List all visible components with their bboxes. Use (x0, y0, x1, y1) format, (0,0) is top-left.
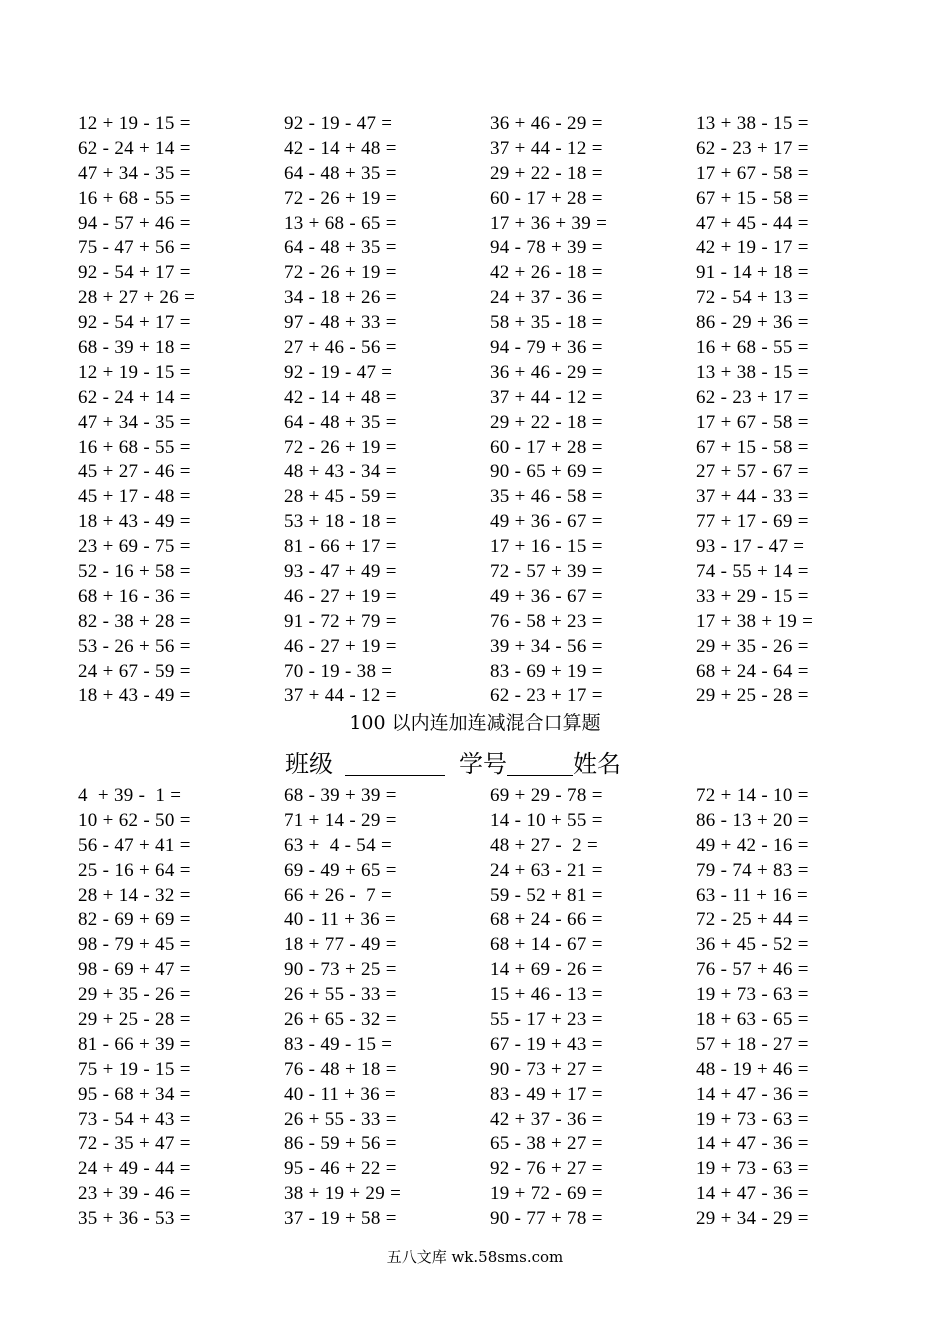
arithmetic-problem: 29 + 22 - 18 = (490, 162, 603, 184)
arithmetic-problem: 62 - 23 + 17 = (696, 137, 809, 159)
arithmetic-problem: 46 - 27 + 19 = (284, 585, 397, 607)
arithmetic-problem: 23 + 69 - 75 = (78, 536, 191, 558)
arithmetic-problem: 37 - 19 + 58 = (284, 1208, 397, 1230)
arithmetic-problem: 26 + 55 - 33 = (284, 1108, 397, 1130)
arithmetic-problem: 40 - 11 + 36 = (284, 909, 397, 931)
arithmetic-problem: 92 - 76 + 27 = (490, 1158, 603, 1180)
arithmetic-problem: 19 + 73 - 63 = (696, 1158, 809, 1180)
arithmetic-problem: 33 + 29 - 15 = (696, 585, 809, 607)
arithmetic-problem: 52 - 16 + 58 = (78, 561, 191, 583)
arithmetic-problem: 35 + 46 - 58 = (490, 486, 603, 508)
arithmetic-problem: 77 + 17 - 69 = (696, 511, 809, 533)
arithmetic-problem: 17 + 38 + 19 = (696, 610, 814, 632)
arithmetic-problem: 53 - 26 + 56 = (78, 635, 191, 657)
arithmetic-problem: 24 + 63 - 21 = (490, 859, 603, 881)
arithmetic-problem: 27 + 57 - 67 = (696, 461, 809, 483)
arithmetic-problem: 16 + 68 - 55 = (696, 337, 809, 359)
arithmetic-problem: 92 - 19 - 47 = (284, 361, 393, 383)
arithmetic-problem: 75 - 47 + 56 = (78, 237, 191, 259)
arithmetic-problem: 70 - 19 - 38 = (284, 660, 393, 682)
arithmetic-problem: 19 + 72 - 69 = (490, 1183, 603, 1205)
student-no-blank[interactable] (507, 753, 573, 776)
arithmetic-problem: 68 - 39 + 39 = (284, 785, 397, 806)
arithmetic-problem: 42 - 14 + 48 = (284, 137, 397, 159)
arithmetic-problem: 18 + 77 - 49 = (284, 934, 397, 956)
arithmetic-problem: 93 - 47 + 49 = (284, 561, 397, 583)
arithmetic-problem: 76 - 48 + 18 = (284, 1058, 397, 1080)
arithmetic-problem: 65 - 38 + 27 = (490, 1133, 603, 1155)
arithmetic-problem: 69 - 49 + 65 = (284, 859, 397, 881)
arithmetic-problem: 40 - 11 + 36 = (284, 1083, 397, 1105)
arithmetic-problem: 28 + 45 - 59 = (284, 486, 397, 508)
arithmetic-problem: 17 + 67 - 58 = (696, 411, 809, 433)
arithmetic-problem: 49 + 42 - 16 = (696, 834, 809, 856)
arithmetic-problem: 47 + 34 - 35 = (78, 162, 191, 184)
arithmetic-problem: 94 - 78 + 39 = (490, 237, 603, 259)
top-problem-grid (78, 112, 878, 709)
arithmetic-problem: 55 - 17 + 23 = (490, 1009, 603, 1031)
arithmetic-problem: 49 + 36 - 67 = (490, 511, 603, 533)
arithmetic-problem: 45 + 17 - 48 = (78, 486, 191, 508)
arithmetic-problem: 72 - 35 + 47 = (78, 1133, 191, 1155)
arithmetic-problem: 64 - 48 + 35 = (284, 411, 397, 433)
arithmetic-problem: 81 - 66 + 17 = (284, 536, 397, 558)
arithmetic-problem: 47 + 34 - 35 = (78, 411, 191, 433)
arithmetic-problem: 91 - 14 + 18 = (696, 262, 809, 284)
arithmetic-problem: 92 - 54 + 17 = (78, 312, 191, 334)
arithmetic-problem: 14 + 47 - 36 = (696, 1083, 809, 1105)
arithmetic-problem: 48 + 27 - 2 = (490, 834, 598, 856)
arithmetic-problem: 16 + 68 - 55 = (78, 187, 191, 209)
arithmetic-problem: 29 + 34 - 29 = (696, 1208, 809, 1230)
arithmetic-problem: 90 - 73 + 25 = (284, 959, 397, 981)
arithmetic-problem: 97 - 48 + 33 = (284, 312, 397, 334)
arithmetic-problem: 75 + 19 - 15 = (78, 1058, 191, 1080)
arithmetic-problem: 68 - 39 + 18 = (78, 337, 191, 359)
arithmetic-problem: 19 + 73 - 63 = (696, 1108, 809, 1130)
arithmetic-problem: 57 + 18 - 27 = (696, 1033, 809, 1055)
arithmetic-problem: 82 - 38 + 28 = (78, 610, 191, 632)
arithmetic-problem: 86 - 59 + 56 = (284, 1133, 397, 1155)
arithmetic-problem: 95 - 68 + 34 = (78, 1083, 191, 1105)
arithmetic-problem: 35 + 36 - 53 = (78, 1208, 191, 1230)
arithmetic-problem: 72 - 26 + 19 = (284, 187, 397, 209)
arithmetic-problem: 90 - 73 + 27 = (490, 1058, 603, 1080)
arithmetic-problem: 26 + 65 - 32 = (284, 1009, 397, 1031)
arithmetic-problem: 53 + 18 - 18 = (284, 511, 397, 533)
arithmetic-problem: 38 + 19 + 29 = (284, 1183, 402, 1205)
arithmetic-problem: 74 - 55 + 14 = (696, 561, 809, 583)
arithmetic-problem: 68 + 16 - 36 = (78, 585, 191, 607)
arithmetic-problem: 42 + 37 - 36 = (490, 1108, 603, 1130)
arithmetic-problem: 18 + 43 - 49 = (78, 511, 191, 533)
arithmetic-problem: 98 - 79 + 45 = (78, 934, 191, 956)
arithmetic-problem: 14 + 69 - 26 = (490, 959, 603, 981)
arithmetic-problem: 71 + 14 - 29 = (284, 809, 397, 831)
arithmetic-problem: 62 - 24 + 14 = (78, 386, 191, 408)
arithmetic-problem: 67 + 15 - 58 = (696, 436, 809, 458)
arithmetic-problem: 36 + 45 - 52 = (696, 934, 809, 956)
arithmetic-problem: 36 + 46 - 29 = (490, 113, 603, 134)
arithmetic-problem: 72 + 14 - 10 = (696, 785, 809, 806)
arithmetic-problem: 62 - 23 + 17 = (490, 685, 603, 707)
arithmetic-problem: 39 + 34 - 56 = (490, 635, 603, 657)
arithmetic-problem: 42 - 14 + 48 = (284, 386, 397, 408)
arithmetic-problem: 16 + 68 - 55 = (78, 436, 191, 458)
arithmetic-problem: 15 + 46 - 13 = (490, 984, 603, 1006)
arithmetic-problem: 49 + 36 - 67 = (490, 585, 603, 607)
arithmetic-problem: 17 + 67 - 58 = (696, 162, 809, 184)
arithmetic-problem: 94 - 57 + 46 = (78, 212, 191, 234)
arithmetic-problem: 67 + 15 - 58 = (696, 187, 809, 209)
arithmetic-problem: 66 + 26 - 7 = (284, 884, 392, 906)
arithmetic-problem: 36 + 46 - 29 = (490, 361, 603, 383)
arithmetic-problem: 94 - 79 + 36 = (490, 337, 603, 359)
arithmetic-problem: 90 - 65 + 69 = (490, 461, 603, 483)
arithmetic-problem: 46 - 27 + 19 = (284, 635, 397, 657)
arithmetic-problem: 34 - 18 + 26 = (284, 287, 397, 309)
arithmetic-problem: 13 + 68 - 65 = (284, 212, 397, 234)
arithmetic-problem: 73 - 54 + 43 = (78, 1108, 191, 1130)
arithmetic-problem: 25 - 16 + 64 = (78, 859, 191, 881)
footer-source: 五八文库 wk.58sms.com (386, 1248, 564, 1266)
class-blank[interactable] (345, 753, 445, 776)
arithmetic-problem: 17 + 16 - 15 = (490, 536, 603, 558)
arithmetic-problem: 19 + 73 - 63 = (696, 984, 809, 1006)
worksheet-title: 100 以内连加连减混合口算题 (349, 712, 601, 734)
arithmetic-problem: 29 + 35 - 26 = (78, 984, 191, 1006)
arithmetic-problem: 62 - 24 + 14 = (78, 137, 191, 159)
arithmetic-problem: 64 - 48 + 35 = (284, 162, 397, 184)
arithmetic-problem: 72 - 54 + 13 = (696, 287, 809, 309)
arithmetic-problem: 18 + 63 - 65 = (696, 1009, 809, 1031)
arithmetic-problem: 83 - 49 - 15 = (284, 1033, 393, 1055)
bottom-problem-grid (78, 784, 878, 1232)
arithmetic-problem: 23 + 39 - 46 = (78, 1183, 191, 1205)
arithmetic-problem: 83 - 69 + 19 = (490, 660, 603, 682)
arithmetic-problem: 37 + 44 - 33 = (696, 486, 809, 508)
arithmetic-problem: 98 - 69 + 47 = (78, 959, 191, 981)
arithmetic-problem: 10 + 62 - 50 = (78, 809, 191, 831)
class-label: 班级 (285, 750, 333, 778)
arithmetic-problem: 79 - 74 + 83 = (696, 859, 809, 881)
arithmetic-problem: 12 + 19 - 15 = (78, 361, 191, 383)
arithmetic-problem: 60 - 17 + 28 = (490, 436, 603, 458)
arithmetic-problem: 64 - 48 + 35 = (284, 237, 397, 259)
arithmetic-problem: 48 + 43 - 34 = (284, 461, 397, 483)
arithmetic-problem: 18 + 43 - 49 = (78, 685, 191, 707)
arithmetic-problem: 91 - 72 + 79 = (284, 610, 397, 632)
arithmetic-problem: 37 + 44 - 12 = (284, 685, 397, 707)
arithmetic-problem: 29 + 25 - 28 = (78, 1009, 191, 1031)
arithmetic-problem: 27 + 46 - 56 = (284, 337, 397, 359)
arithmetic-problem: 60 - 17 + 28 = (490, 187, 603, 209)
arithmetic-problem: 13 + 38 - 15 = (696, 361, 809, 383)
arithmetic-problem: 63 - 11 + 16 = (696, 884, 809, 906)
arithmetic-problem: 37 + 44 - 12 = (490, 137, 603, 159)
arithmetic-problem: 81 - 66 + 39 = (78, 1033, 191, 1055)
arithmetic-problem: 68 + 24 - 64 = (696, 660, 809, 682)
arithmetic-problem: 67 - 19 + 43 = (490, 1033, 603, 1055)
student-info-header (285, 744, 621, 779)
arithmetic-problem: 14 + 47 - 36 = (696, 1183, 809, 1205)
arithmetic-problem: 68 + 24 - 66 = (490, 909, 603, 931)
student-no-label: 学号 (459, 750, 507, 778)
arithmetic-problem: 92 - 19 - 47 = (284, 113, 393, 134)
arithmetic-problem: 29 + 35 - 26 = (696, 635, 809, 657)
arithmetic-problem: 68 + 14 - 67 = (490, 934, 603, 956)
arithmetic-problem: 72 - 26 + 19 = (284, 262, 397, 284)
arithmetic-problem: 28 + 27 + 26 = (78, 287, 196, 309)
arithmetic-problem: 28 + 14 - 32 = (78, 884, 191, 906)
arithmetic-problem: 29 + 22 - 18 = (490, 411, 603, 433)
arithmetic-problem: 72 - 57 + 39 = (490, 561, 603, 583)
arithmetic-problem: 82 - 69 + 69 = (78, 909, 191, 931)
arithmetic-problem: 14 - 10 + 55 = (490, 809, 603, 831)
arithmetic-problem: 29 + 25 - 28 = (696, 685, 809, 707)
arithmetic-problem: 72 - 26 + 19 = (284, 436, 397, 458)
arithmetic-problem: 62 - 23 + 17 = (696, 386, 809, 408)
arithmetic-problem: 24 + 37 - 36 = (490, 287, 603, 309)
arithmetic-problem: 24 + 49 - 44 = (78, 1158, 191, 1180)
arithmetic-problem: 13 + 38 - 15 = (696, 113, 809, 134)
arithmetic-problem: 90 - 77 + 78 = (490, 1208, 603, 1230)
arithmetic-problem: 56 - 47 + 41 = (78, 834, 191, 856)
arithmetic-problem: 93 - 17 - 47 = (696, 536, 805, 558)
arithmetic-problem: 72 - 25 + 44 = (696, 909, 809, 931)
arithmetic-problem: 37 + 44 - 12 = (490, 386, 603, 408)
arithmetic-problem: 76 - 58 + 23 = (490, 610, 603, 632)
arithmetic-problem: 92 - 54 + 17 = (78, 262, 191, 284)
arithmetic-problem: 76 - 57 + 46 = (696, 959, 809, 981)
arithmetic-problem: 26 + 55 - 33 = (284, 984, 397, 1006)
arithmetic-problem: 42 + 26 - 18 = (490, 262, 603, 284)
arithmetic-problem: 86 - 29 + 36 = (696, 312, 809, 334)
arithmetic-problem: 63 + 4 - 54 = (284, 834, 392, 856)
arithmetic-problem: 58 + 35 - 18 = (490, 312, 603, 334)
arithmetic-problem: 45 + 27 - 46 = (78, 461, 191, 483)
arithmetic-problem: 12 + 19 - 15 = (78, 113, 191, 134)
arithmetic-problem: 48 - 19 + 46 = (696, 1058, 809, 1080)
arithmetic-problem: 24 + 67 - 59 = (78, 660, 191, 682)
arithmetic-problem: 83 - 49 + 17 = (490, 1083, 603, 1105)
arithmetic-problem: 69 + 29 - 78 = (490, 785, 603, 806)
arithmetic-problem: 17 + 36 + 39 = (490, 212, 608, 234)
name-label: 姓名 (573, 750, 621, 778)
arithmetic-problem: 42 + 19 - 17 = (696, 237, 809, 259)
arithmetic-problem: 59 - 52 + 81 = (490, 884, 603, 906)
arithmetic-problem: 14 + 47 - 36 = (696, 1133, 809, 1155)
arithmetic-problem: 4 + 39 - 1 = (78, 785, 182, 806)
arithmetic-problem: 86 - 13 + 20 = (696, 809, 809, 831)
arithmetic-problem: 95 - 46 + 22 = (284, 1158, 397, 1180)
arithmetic-problem: 47 + 45 - 44 = (696, 212, 809, 234)
